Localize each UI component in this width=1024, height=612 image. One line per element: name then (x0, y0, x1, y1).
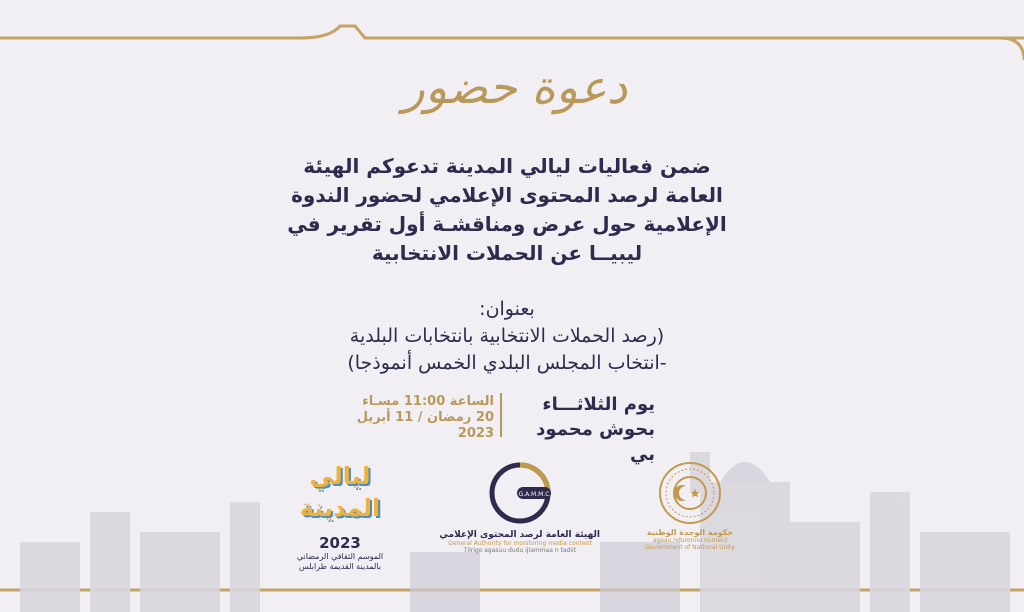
subject-label: بعنوان: (479, 298, 535, 320)
gov-logo (620, 458, 760, 588)
festival-caption: بالمدينة القديمة طرابلس (298, 562, 382, 571)
festival-caption: الموسم الثقافي الرمضاني (296, 552, 384, 561)
festival-logo (280, 460, 400, 580)
gammc-acronym: G.A.M.M.C (518, 491, 550, 498)
seminar-subject (272, 296, 742, 377)
subject-line: (رصد الحملات الانتخابية بانتخابات البلدية (349, 325, 665, 347)
gold-divider (500, 393, 502, 437)
gov-name-en: Government of National Unity (645, 544, 735, 551)
gov-seal-icon (655, 458, 725, 528)
festival-logo-art: ليالي المدينة (299, 462, 381, 522)
event-day-venue (505, 392, 655, 467)
subject-line: -انتخاب المجلس البلدي الخمس أنموذجا) (347, 352, 667, 374)
festival-year: 2023 (319, 534, 361, 552)
gov-name-amz: agaau nduronnu numel-t (652, 537, 728, 544)
gammc-logo (440, 458, 600, 588)
invitation-body (272, 152, 742, 268)
body-line: الإعلامية حول عرض ومناقشـة أول تقرير في (287, 212, 727, 236)
event-time-date (350, 394, 494, 442)
event-venue: بحوش محمود بي (536, 419, 655, 465)
gammc-name-amz: Tilrigo agasuu dudu ijlammaa n tadiit (463, 547, 577, 554)
event-time: الساعة 11:00 مسـاء (362, 394, 494, 409)
body-line: ليبيــا عن الحملات الانتخابية (371, 241, 643, 265)
gov-name-ar: حكومة الوحدة الوطنية (646, 528, 734, 537)
gammc-name-ar: الهيئة العامة لرصد المحتوى الإعلامي (439, 530, 600, 540)
invitation-heading-calligraphy: دعوة حضور (402, 60, 628, 114)
gammc-ring-icon (485, 458, 555, 528)
body-line: ضمن فعاليات ليالي المدينة تدعوكم الهيئة (303, 154, 711, 178)
gammc-name-en: General Authority for monitoring media content (448, 540, 592, 547)
event-day: يوم الثلاثـــاء (542, 394, 655, 415)
body-line: العامة لرصد المحتوى الإعلامي لحضور الندوة (291, 183, 723, 207)
event-date: 20 رمضان / 11 أبريل 2023 (356, 410, 494, 441)
